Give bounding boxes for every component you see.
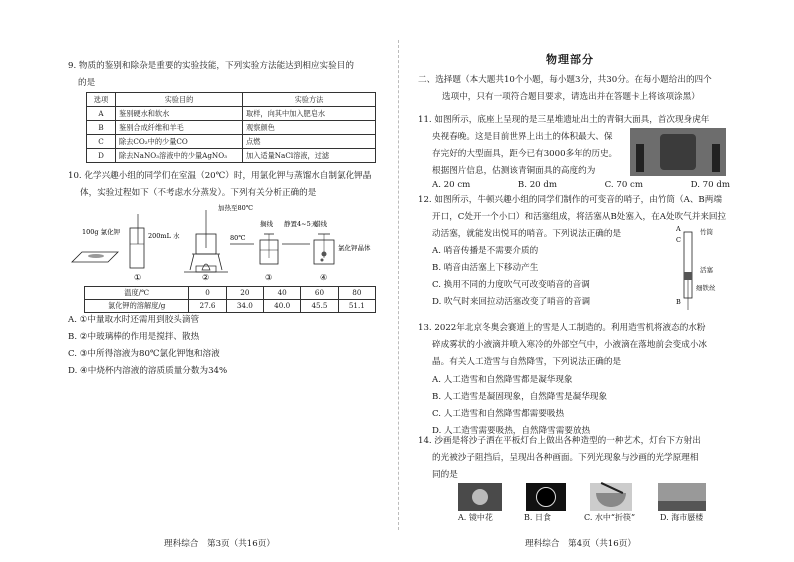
table-header: 实验目的 <box>116 93 243 107</box>
question-9 <box>68 58 354 92</box>
table-row <box>85 287 376 300</box>
label-water: 200mL 水 <box>148 232 180 240</box>
option-c: C. 换用不同的力度吹气可改变哨音的音调 <box>432 280 590 290</box>
table-row <box>87 135 376 149</box>
section-title: 物理部分 <box>546 53 594 66</box>
label-piston: 活塞 <box>700 266 713 274</box>
table-cell: D <box>87 149 116 163</box>
step-1-apparatus <box>72 214 144 268</box>
step-2-marker: ② <box>202 273 210 282</box>
table-cell: C <box>87 135 116 149</box>
left-page-footer: 理科综合 第3页（共16页） <box>164 539 275 549</box>
step-1-marker: ① <box>134 273 142 282</box>
person-left <box>636 144 644 172</box>
q10-solubility-table <box>84 286 376 313</box>
option-b: B. 人工造雪是凝固现象，自然降雪是凝华现象 <box>432 392 608 402</box>
option-d: D. 人工造雪需要吸热，自然降雪需要放热 <box>432 426 591 436</box>
table-cell: 51.1 <box>338 300 375 313</box>
eclipse-ring <box>536 487 556 507</box>
option-c: C. 70 cm <box>604 180 644 190</box>
table-cell: 40 <box>264 287 301 300</box>
q14-line-2: 的光被沙子阻挡后，呈现出各种画面。下列光现象与沙画的光学原理相 <box>432 453 699 463</box>
section-line-1: 二、选择题（本大题共10个小题，每小题3分，共30分。在每小题给出的四个 <box>418 75 712 85</box>
table-row <box>85 300 376 313</box>
label-bamboo: 竹筒 <box>700 228 713 236</box>
question-13 <box>418 320 707 371</box>
q11-line-3: 存完好的大型面具，距今已有3000多年的历史。 <box>432 149 618 159</box>
step-3-apparatus <box>260 234 278 264</box>
label-stand: 静置4~5天 <box>284 220 318 228</box>
bent-chopstick-image <box>590 483 632 511</box>
table-cell: 除去NaNO₃溶液中的少量AgNO₃ <box>116 149 243 163</box>
option-c: C. 人工造雪和自然降雪都需要吸热 <box>432 409 565 419</box>
q10-line-2: 体，实验过程如下（不考虑水分蒸发）。下列有关分析正确的是 <box>80 188 317 198</box>
table-header-row <box>87 93 376 107</box>
section-line-2: 选项中，只有一项符合题目要求，请选出并在答题卡上将该项涂黑） <box>442 92 700 102</box>
option-c: C. 水中“折筷” <box>584 513 636 522</box>
table-cell: 取样，向其中加入肥皂水 <box>243 107 376 121</box>
table-cell: A <box>87 107 116 121</box>
table-cell: 60 <box>301 287 338 300</box>
person-right <box>712 144 720 172</box>
right-page-footer: 理科综合 第4页（共16页） <box>525 539 636 549</box>
table-cell: 27.6 <box>189 300 226 313</box>
q10-experiment-diagram <box>68 204 378 284</box>
option-a: A. 镜中花 <box>458 513 493 522</box>
table-cell: 80 <box>338 287 375 300</box>
step-4-apparatus <box>314 234 334 264</box>
step-4-marker: ④ <box>320 273 328 282</box>
q10-line-1: 10. 化学兴趣小组的同学们在室温（20℃）时，用氯化钾与蒸馏水自制氯化钾晶 <box>68 171 372 181</box>
table-cell: 鉴别硬水和软水 <box>116 107 243 121</box>
q14-line-3: 同的是 <box>432 470 458 480</box>
table-cell: 点燃 <box>243 135 376 149</box>
option-d: D. ④中烧杯内溶液的溶质质量分数为34% <box>68 366 228 376</box>
label-c: C <box>676 236 681 244</box>
whistle-diagram <box>676 222 730 314</box>
table-cell: 34.0 <box>226 300 263 313</box>
table-cell: 观察颜色 <box>243 121 376 135</box>
page-divider <box>398 40 399 530</box>
q12-line-3: 动活塞，就能发出悦耳的哨音。下列说法正确的是 <box>432 229 622 239</box>
table-row <box>87 107 376 121</box>
option-b: B. 日食 <box>524 513 551 522</box>
table-cell: B <box>87 121 116 135</box>
option-b: B. ②中玻璃棒的作用是搅拌、散热 <box>68 332 200 342</box>
table-header: 实验方法 <box>243 93 376 107</box>
label-b: B <box>676 298 681 306</box>
label-80c: 80℃ <box>230 234 246 242</box>
q13-line-3: 晶。有关人工造雪与自然降雪，下列说法正确的是 <box>432 357 622 367</box>
label-heat: 加热至80℃ <box>218 204 254 212</box>
table-row <box>87 149 376 163</box>
q12-line-2: 开口，C处开一个小口）和活塞组成，将活塞从B处塞入，在A处吹气并来回拉 <box>432 212 727 222</box>
q13-line-1: 13. 2022年北京冬奥会赛道上的雪是人工制造的。利用造雪机将液态的水粉 <box>418 323 706 333</box>
step-3-marker: ③ <box>265 273 273 282</box>
mirage-image <box>658 483 706 511</box>
table-cell: 除去CO₂中的少量CO <box>116 135 243 149</box>
q9-line-2: 的是 <box>78 78 96 88</box>
q11-line-4: 根据图片信息，估测该青铜面具的高度约为 <box>432 166 596 176</box>
option-b: B. 哨音由活塞上下移动产生 <box>432 263 539 273</box>
option-c: C. ③中所得溶液为80℃氯化钾饱和溶液 <box>68 349 220 359</box>
option-a: A. 20 cm <box>432 180 471 190</box>
option-a: A. 人工造雪和自然降雪都是凝华现象 <box>432 375 573 385</box>
bowl-shape <box>596 493 626 507</box>
q9-line-1: 9. 物质的鉴别和除杂是重要的实验技能，下列实验方法能达到相应实验目的 <box>68 61 354 71</box>
option-d: D. 海市蜃楼 <box>660 513 704 522</box>
table-row <box>87 121 376 135</box>
section-instructions <box>418 72 712 106</box>
q12-options <box>432 243 590 311</box>
ground-shape <box>658 501 706 511</box>
q13-line-2: 碎成雾状的小液滴并喷入寒冷的外部空气中，小液滴在落地前会变成小冰 <box>432 340 708 350</box>
question-10 <box>68 168 371 202</box>
label-crystal: 氯化钾晶体 <box>338 244 371 252</box>
table-cell: 鉴别合成纤维和羊毛 <box>116 121 243 135</box>
option-a: A. 哨音传播是不需要介质的 <box>432 246 539 256</box>
mirror-flower-image <box>458 483 502 511</box>
solar-eclipse-image <box>526 483 566 511</box>
table-header: 选项 <box>87 93 116 107</box>
option-d: D. 70 dm <box>690 180 730 190</box>
q11-line-2: 央视春晚。这是目前世界上出土的体积最大、保 <box>432 132 613 142</box>
table-cell: 0 <box>189 287 226 300</box>
table-cell: 加入适量NaCl溶液，过滤 <box>243 149 376 163</box>
table-cell: 45.5 <box>301 300 338 313</box>
table-cell: 温度/℃ <box>85 287 189 300</box>
label-wax-thread: 蜡线 <box>314 220 327 228</box>
option-b: B. 20 dm <box>517 180 558 190</box>
label-potassium-chloride: 100g 氯化钾 <box>82 228 121 236</box>
label-wire: 细铁丝 <box>696 284 716 292</box>
q14-line-1: 14. 沙画是将沙子洒在平板灯台上做出各种造型的一种艺术，灯台下方射出 <box>418 436 701 446</box>
label-thread: 搁线 <box>260 220 273 228</box>
option-a: A. ①中量取水时还需用到胶头滴管 <box>68 315 200 325</box>
q12-line-1: 12. 如图所示，牛顿兴趣小组的同学们制作的可变音的哨子，由竹筒（A、B两端 <box>418 195 722 205</box>
step-2-apparatus <box>184 210 228 272</box>
q11-options <box>432 181 730 190</box>
q11-line-1: 11. 如图所示，底座上呈现的是三星堆遗址出土的青铜大面具，首次现身虎年 <box>418 115 710 125</box>
bronze-mask-photo <box>630 128 726 176</box>
mask-shape <box>660 134 696 170</box>
option-d: D. 吹气时来回拉动活塞改变了哨音的音调 <box>432 297 591 307</box>
table-cell: 20 <box>226 287 263 300</box>
flower-shape <box>472 489 488 505</box>
q9-table <box>86 92 376 163</box>
table-cell: 40.0 <box>264 300 301 313</box>
q10-options <box>68 312 227 380</box>
question-14 <box>418 433 701 484</box>
q13-options <box>432 372 607 440</box>
table-cell: 氯化钾的溶解度/g <box>85 300 189 313</box>
label-a: A <box>676 225 681 233</box>
